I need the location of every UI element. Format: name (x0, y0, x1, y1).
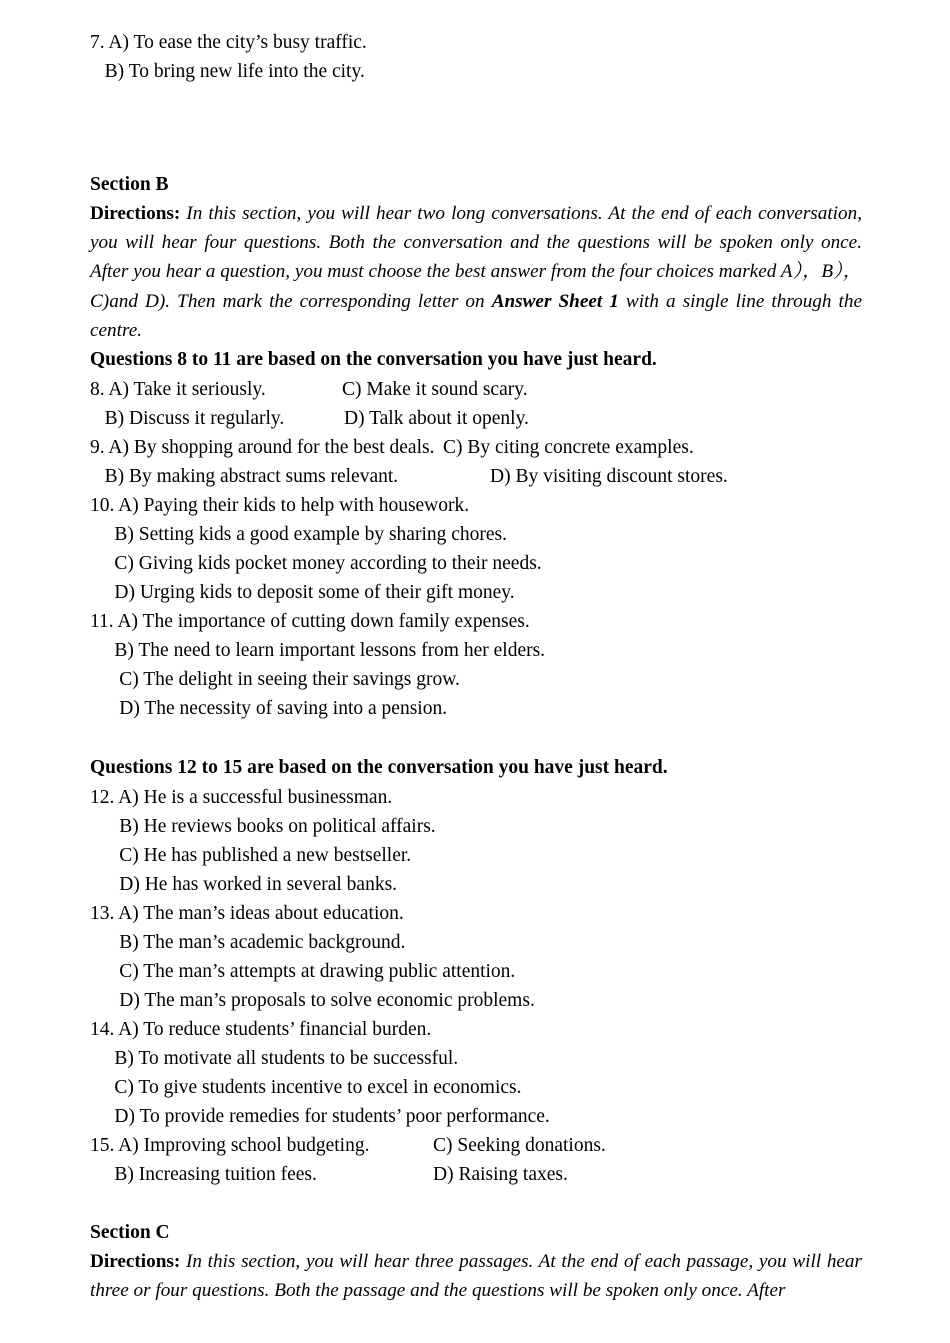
questions-12-15-heading: Questions 12 to 15 are based on the conversation you have just heard. (90, 757, 668, 779)
spacer (90, 1189, 862, 1219)
option-right: C) Seeking donations. (433, 1135, 606, 1157)
spacer (90, 86, 862, 171)
directions-body-part1: In this section, you will hear two long conversations. At the end of each conversation, you will hear four questions. Both the conversation and the questions will be spoken only once. After you hear a question, you must choose the best answer from the four choices marked A），B）， C)and D). Then mark the corresponding letter on (90, 203, 862, 312)
option-row: 7. A) To ease the city’s busy traffic. (90, 32, 367, 53)
option-row: D) He has worked in several banks. (90, 874, 398, 896)
option-row (90, 375, 862, 404)
option-row: D) To provide remedies for students’ poor performance. (90, 1106, 550, 1128)
option-left: 15. A) Improving school budgeting. (90, 1135, 370, 1157)
directions-body: In this section, you will hear three passages. At the end of each passage, you will hear three or four questions. Both the passage and the questions will be spoken only once. After (90, 1251, 862, 1302)
questions-8-11-heading: Questions 8 to 11 are based on the conversation you have just heard. (90, 349, 657, 371)
option-left: 9. A) By shopping around for the best deals. (90, 437, 435, 459)
option-row (90, 433, 862, 462)
question-13-block (90, 899, 862, 1015)
option-left: 8. A) Take it seriously. (90, 379, 266, 401)
option-row: 12. A) He is a successful businessman. (90, 787, 393, 809)
option-row (90, 1160, 862, 1189)
option-row: C) Giving kids pocket money according to their needs. (90, 553, 542, 575)
section-b-heading: Section B (90, 174, 169, 195)
option-row: C) He has published a new bestseller. (90, 845, 412, 867)
section-b-directions (90, 199, 862, 345)
directions-body-part2: with a single line through the centre. (90, 290, 862, 341)
section-c-heading: Section C (90, 1222, 170, 1244)
option-row (90, 404, 862, 433)
page-content (90, 28, 862, 1305)
option-row: D) The man’s proposals to solve economic problems. (90, 990, 535, 1012)
section-c-directions (90, 1247, 862, 1305)
question-15-block (90, 1131, 862, 1189)
option-row: 11. A) The importance of cutting down family expenses. (90, 611, 530, 633)
option-row: 13. A) The man’s ideas about education. (90, 903, 404, 925)
question-14-block (90, 1015, 862, 1131)
option-row: B) The man’s academic background. (90, 932, 406, 954)
option-row: C) The man’s attempts at drawing public attention. (90, 961, 516, 983)
directions-emphasis: Answer Sheet 1 (491, 290, 619, 312)
question-12-block (90, 783, 862, 899)
option-row: D) The necessity of saving into a pension. (90, 698, 448, 720)
option-row: B) Setting kids a good example by sharing chores. (90, 524, 508, 546)
question-10-block (90, 491, 862, 607)
spacer (90, 723, 862, 753)
directions-label: Directions: (90, 1251, 181, 1273)
option-row (90, 462, 862, 491)
option-right: D) By visiting discount stores. (490, 466, 728, 488)
option-row: C) To give students incentive to excel in economics. (90, 1077, 522, 1099)
option-row: B) The need to learn important lessons from her elders. (90, 640, 546, 662)
option-right: C) Make it sound scary. (342, 379, 528, 401)
option-left: B) By making abstract sums relevant. (90, 466, 399, 488)
option-left: B) Increasing tuition fees. (90, 1164, 317, 1186)
question-7-block (90, 28, 862, 86)
question-9-block (90, 433, 862, 491)
option-row (90, 1131, 862, 1160)
option-left: B) Discuss it regularly. (90, 408, 285, 430)
question-8-block (90, 375, 862, 433)
option-row: B) To bring new life into the city. (90, 61, 365, 82)
option-row: 14. A) To reduce students’ financial burden. (90, 1019, 432, 1041)
option-row: 10. A) Paying their kids to help with housework. (90, 495, 470, 517)
option-row: B) He reviews books on political affairs. (90, 816, 436, 838)
option-row: C) The delight in seeing their savings grow. (90, 669, 460, 691)
option-right: C) By citing concrete examples. (443, 437, 694, 459)
option-right: D) Raising taxes. (433, 1164, 568, 1186)
directions-label: Directions: (90, 203, 181, 224)
option-right: D) Talk about it openly. (344, 408, 529, 430)
option-row: B) To motivate all students to be successful. (90, 1048, 459, 1070)
question-11-block (90, 607, 862, 723)
option-row: D) Urging kids to deposit some of their gift money. (90, 582, 515, 604)
